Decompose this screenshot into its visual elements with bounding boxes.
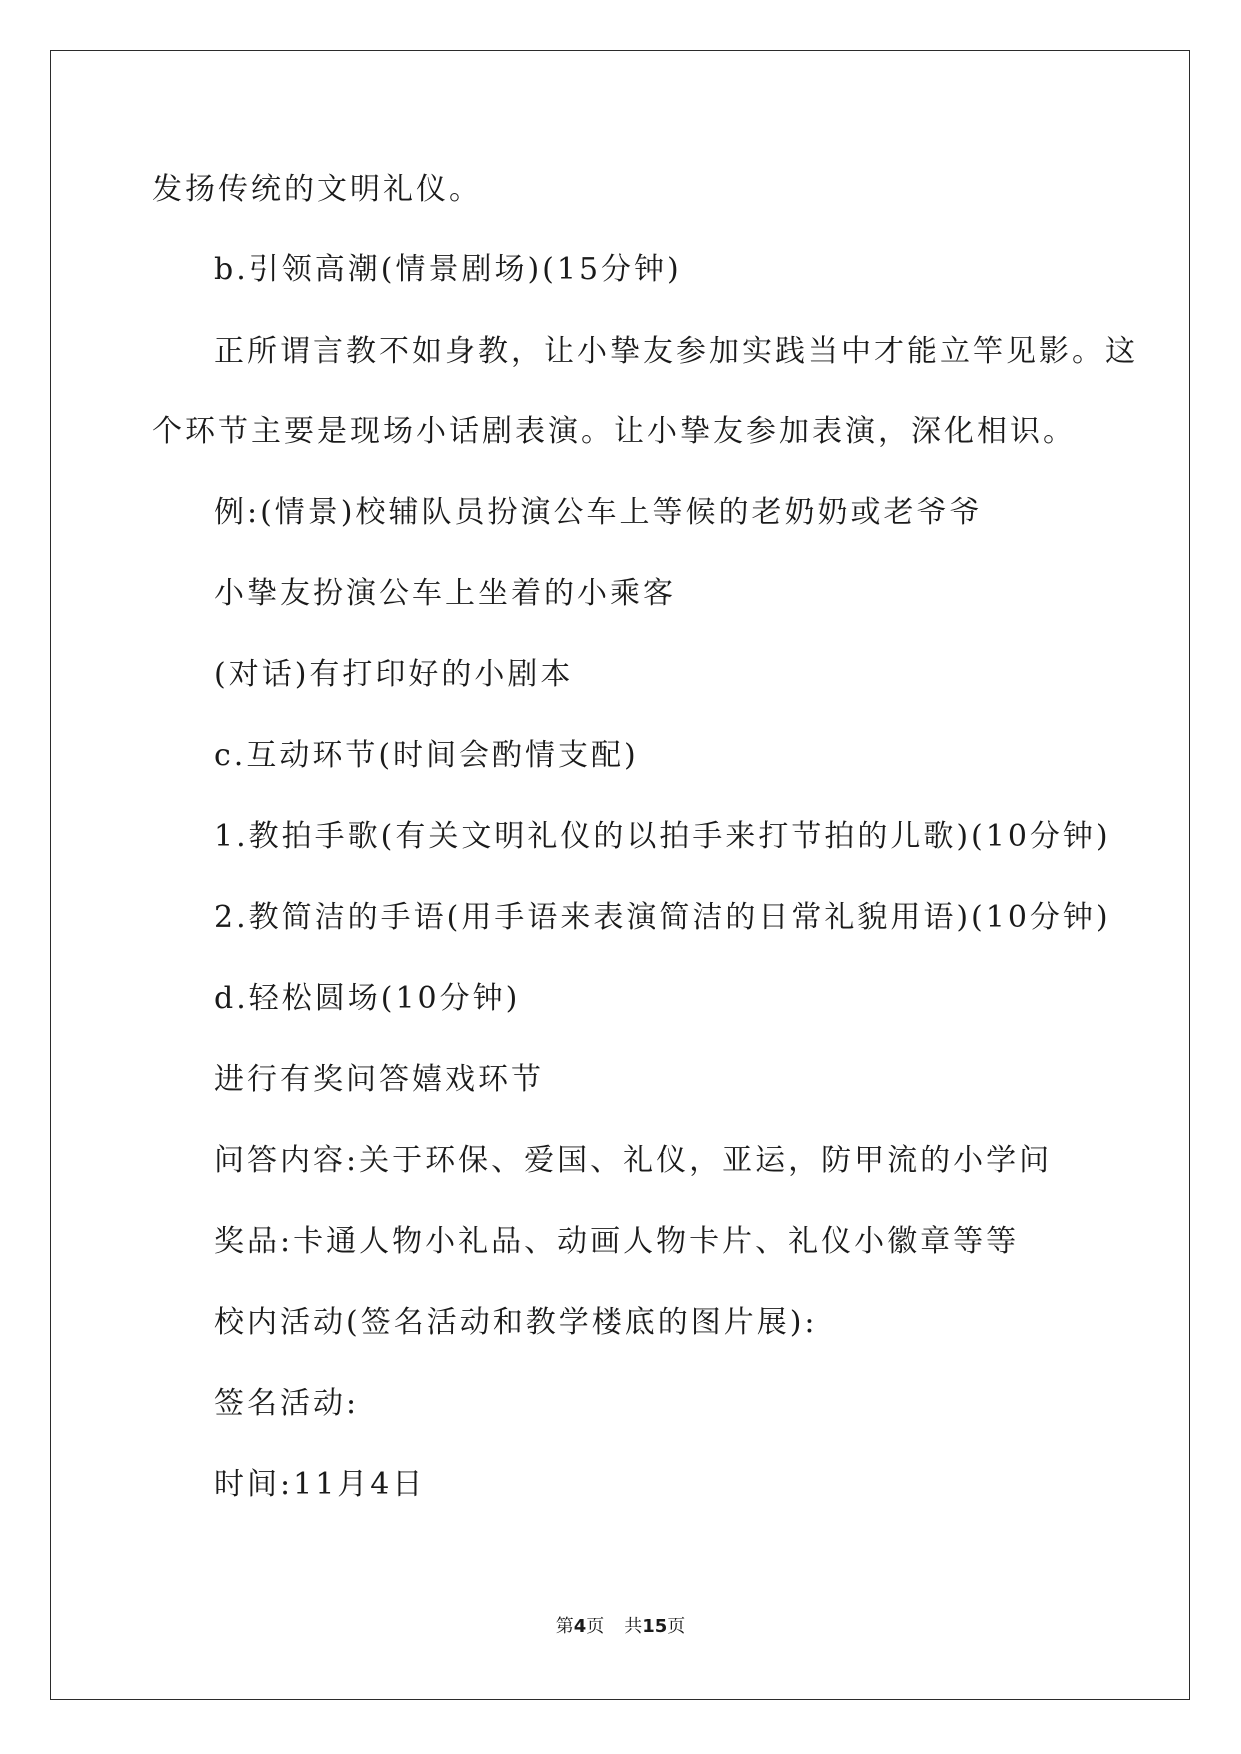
paragraph-line: 1.教拍手歌(有关文明礼仪的以拍手来打节拍的儿歌)(10分钟): [214, 819, 1111, 854]
paragraph-line: 进行有奖问答嬉戏环节: [214, 1062, 544, 1097]
footer-page-prefix: 第: [555, 1616, 574, 1637]
paragraph-line: 小挚友扮演公车上坐着的小乘客: [214, 576, 676, 611]
paragraph-line: 奖品:卡通人物小礼品、动画人物卡片、礼仪小徽章等等: [214, 1224, 1020, 1259]
paragraph-line: c.互动环节(时间会酌情支配): [214, 738, 639, 773]
paragraph-line: b.引领高潮(情景剧场)(15分钟): [214, 252, 682, 287]
footer-page-unit: 页: [586, 1616, 605, 1637]
paragraph-line: 个环节主要是现场小话剧表演。让小挚友参加表演，深化相识。: [152, 414, 1076, 449]
footer-page-total: 15: [642, 1616, 668, 1637]
paragraph-line: 2.教简洁的手语(用手语来表演简洁的日常礼貌用语)(10分钟): [214, 900, 1111, 935]
footer-total-prefix: 共: [624, 1616, 643, 1637]
footer-page-current: 4: [573, 1616, 587, 1637]
paragraph-line: 校内活动(签名活动和教学楼底的图片展):: [214, 1305, 818, 1340]
paragraph-line: 问答内容:关于环保、爱国、礼仪，亚运，防甲流的小学问: [214, 1143, 1053, 1178]
paragraph-line: (对话)有打印好的小剧本: [214, 657, 574, 692]
paragraph-line: 时间:11月4日: [214, 1467, 426, 1502]
paragraph-line: d.轻松圆场(10分钟): [214, 981, 521, 1016]
footer-total-unit: 页: [667, 1616, 686, 1637]
page-footer: [0, 1615, 1241, 1639]
paragraph-line: 签名活动:: [214, 1386, 360, 1421]
paragraph-line: 例:(情景)校辅队员扮演公车上等候的老奶奶或老爷爷: [214, 495, 983, 530]
page-frame: [50, 50, 1190, 1700]
paragraph-line: 发扬传统的文明礼仪。: [152, 172, 482, 207]
paragraph-line: 正所谓言教不如身教，让小挚友参加实践当中才能立竿见影。这: [214, 334, 1138, 369]
